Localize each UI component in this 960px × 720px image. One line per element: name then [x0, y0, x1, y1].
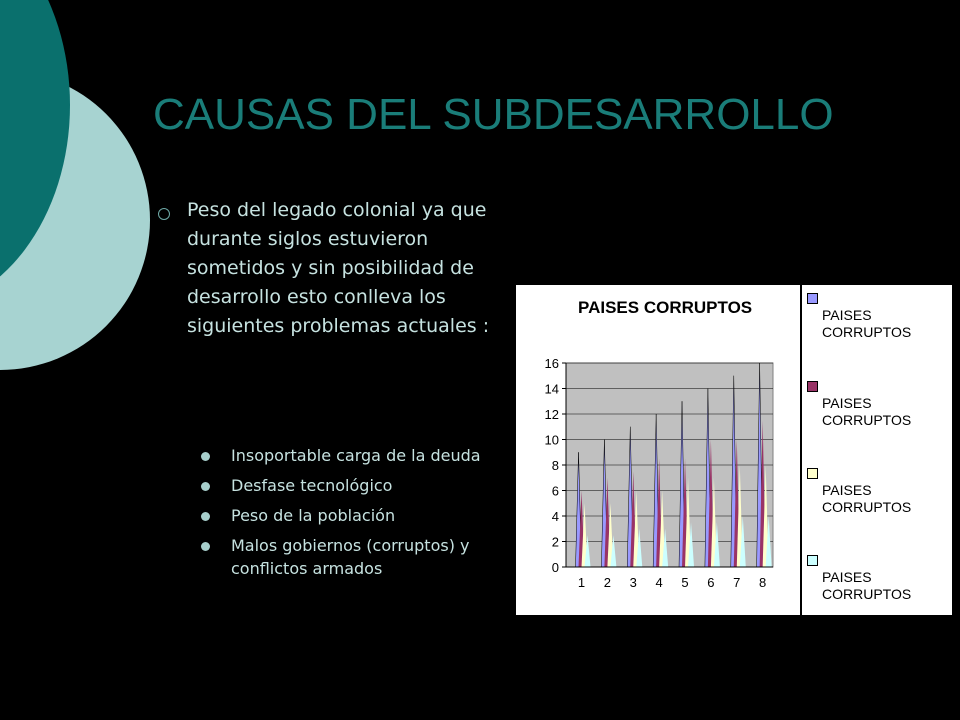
- bullet-icon: [201, 482, 210, 491]
- bullet-icon: [201, 542, 210, 551]
- y-tick-label: 14: [544, 381, 559, 397]
- legend-swatch: [807, 293, 818, 304]
- x-tick-label: 6: [707, 575, 715, 590]
- y-tick-label: 2: [551, 534, 559, 550]
- legend-item: [804, 468, 952, 528]
- sub-point-text: Peso de la población: [231, 506, 396, 525]
- x-tick-label: 3: [629, 575, 637, 590]
- list-item: [201, 474, 501, 497]
- legend-item: [804, 381, 952, 441]
- legend-label: PAISES CORRUPTOS: [822, 395, 912, 428]
- chart-title: PAISES CORRUPTOS: [578, 298, 753, 317]
- legend-swatch: [807, 381, 818, 392]
- y-tick-label: 16: [544, 356, 559, 371]
- legend-label: PAISES CORRUPTOS: [822, 482, 912, 515]
- legend-item: [804, 555, 952, 615]
- y-tick-label: 6: [551, 483, 559, 499]
- y-tick-label: 0: [551, 560, 559, 575]
- y-tick-label: 10: [544, 432, 559, 448]
- sub-point-text: Desfase tecnológico: [231, 476, 393, 495]
- chart-plot: [516, 285, 800, 615]
- sub-point-text: Malos gobiernos (corruptos) y conflictos armados: [231, 536, 470, 578]
- legend-swatch: [807, 468, 818, 479]
- x-tick-label: 7: [733, 575, 741, 590]
- x-tick-label: 8: [759, 575, 767, 590]
- y-tick-label: 8: [551, 458, 559, 473]
- x-tick-label: 1: [577, 575, 586, 590]
- x-tick-label: 5: [681, 575, 689, 590]
- sub-point-text: Insoportable carga de la deuda: [231, 446, 481, 465]
- y-tick-label: 4: [551, 509, 559, 524]
- bullet-icon: [201, 452, 210, 461]
- list-item: [201, 534, 501, 580]
- bullet-icon: [201, 512, 210, 521]
- sub-points-list: [201, 444, 501, 587]
- x-tick-label: 4: [655, 575, 663, 590]
- legend-label: PAISES CORRUPTOS: [822, 307, 912, 340]
- chart-legend: [804, 285, 952, 615]
- x-tick-label: 2: [603, 575, 612, 590]
- main-bullet-icon: [158, 208, 170, 220]
- legend-divider: [800, 285, 802, 615]
- slide-title: CAUSAS DEL SUBDESARROLLO: [153, 90, 834, 139]
- legend-swatch: [807, 555, 818, 566]
- list-item: [201, 504, 501, 527]
- main-point-text: Peso del legado colonial ya que durante siglos estuvieron sometidos y sin posibilidad de desarrollo esto conlleva los siguientes problemas actuales :: [187, 199, 490, 337]
- list-item: [201, 444, 501, 467]
- legend-item: [804, 293, 952, 353]
- legend-label: PAISES CORRUPTOS: [822, 569, 912, 602]
- y-tick-label: 12: [544, 407, 559, 422]
- chart-container: [516, 285, 952, 615]
